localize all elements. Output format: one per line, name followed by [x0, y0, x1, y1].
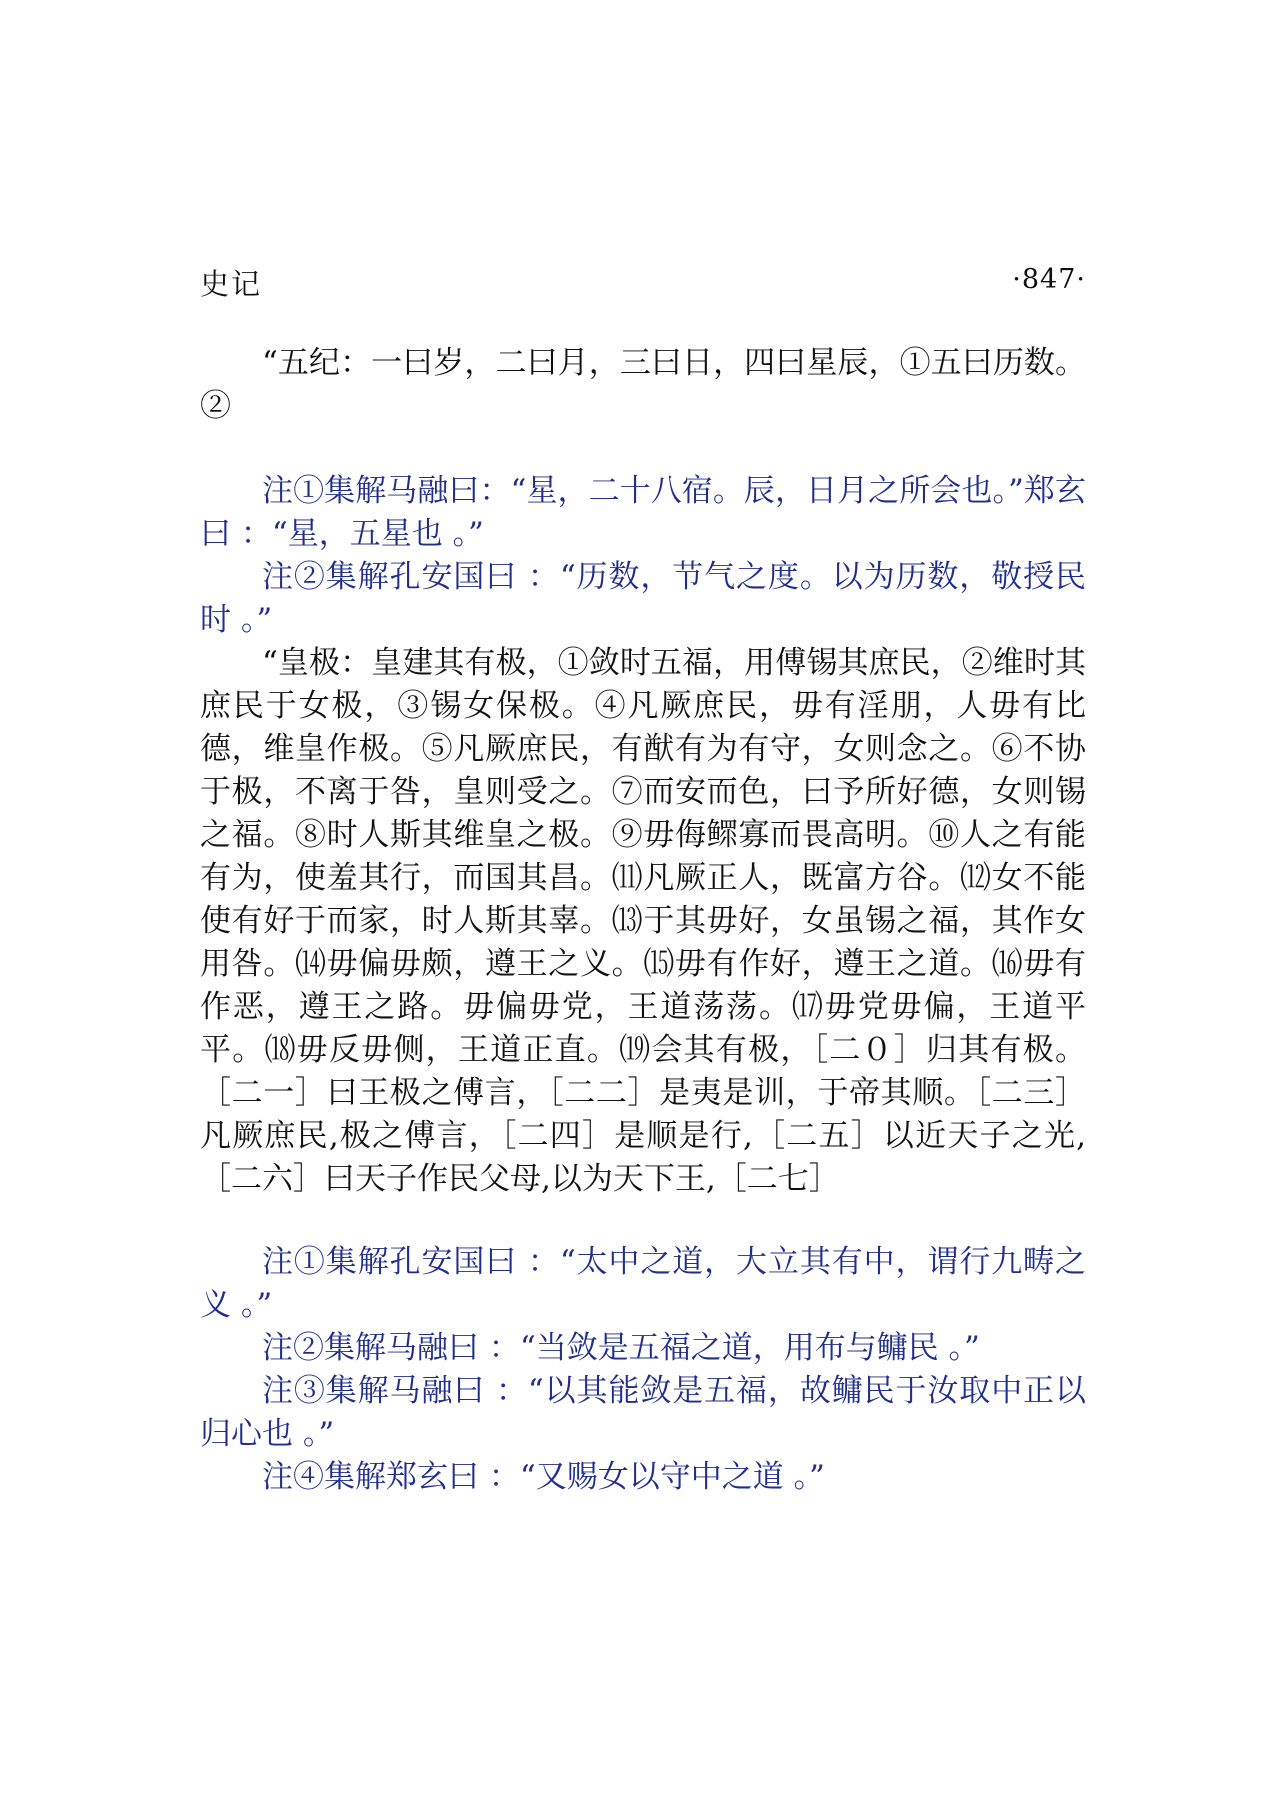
- annotation-paragraph: 注③集解马融曰 ：“以其能敛是五福，故鳙民于汝取中正以归心也 。”: [200, 1373, 1086, 1452]
- annotation-paragraph: 注①集解马融曰：“星，二十八宿。辰，日月之所会也。”郑玄曰 ：“星，五星也 。”: [200, 473, 1086, 552]
- annotation-paragraph: 注④集解郑玄曰 ：“又赐女以守中之道 。”: [262, 1459, 825, 1495]
- book-title: 史记: [200, 267, 263, 301]
- annotation-paragraph: 注②集解孔安国曰 ：“历数，节气之度。以为历数，敬授民时 。”: [200, 559, 1086, 638]
- annotation-paragraph: 注②集解马融曰 ：“当敛是五福之道，用布与鳙民 。”: [262, 1330, 980, 1366]
- page-header: [200, 262, 1086, 306]
- page-number: ·847·: [1012, 264, 1086, 295]
- spacer: [200, 428, 1086, 470]
- annotation-paragraph: 注①集解孔安国曰 ：“太中之道，大立其有中，谓行九畴之义 。”: [200, 1244, 1086, 1323]
- main-text-paragraph: “皇极：皇建其有极，①敛时五福，用傅锡其庶民，②维时其庶民于女极，③锡女保极。④凡厥庶民，毋有淫朋，人毋有比德，维皇作极。⑤凡厥庶民，有猷有为有守，女则念之。⑥不协于极，不离于咎，皇则受之。⑦而安而色，曰予所好德，女则锡之福。⑧时人斯其维皇之极。⑨毋侮鳏寡而畏高明。⑩人之有能有为，使羞其行，而国其昌。⑾凡厥正人，既富方谷。⑿女不能使有好于而家，时人斯其辜。⒀于其毋好，女虽锡之福，其作女用咎。⒁毋偏毋颇，遵王之义。⒂毋有作好，遵王之道。⒃毋有作恶，遵王之路。毋偏毋党，王道荡荡。⒄毋党毋偏，王道平平。⒅毋反毋侧，王道正直。⒆会其有极，［二０］归其有极。［二一］曰王极之傅言，［二二］是夷是训，于帝其顺。［二三］凡厥庶民,极之傅言，［二四］是顺是行,［二五］以近天子之光,［二六］曰天子作民父母,以为天下王,［二七］: [200, 645, 1086, 1197]
- spacer: [200, 1201, 1086, 1241]
- document-page: [200, 262, 1086, 1499]
- main-text-paragraph: “五纪：一曰岁，二曰月，三曰日，四曰星辰，①五曰历数。②: [200, 345, 1086, 424]
